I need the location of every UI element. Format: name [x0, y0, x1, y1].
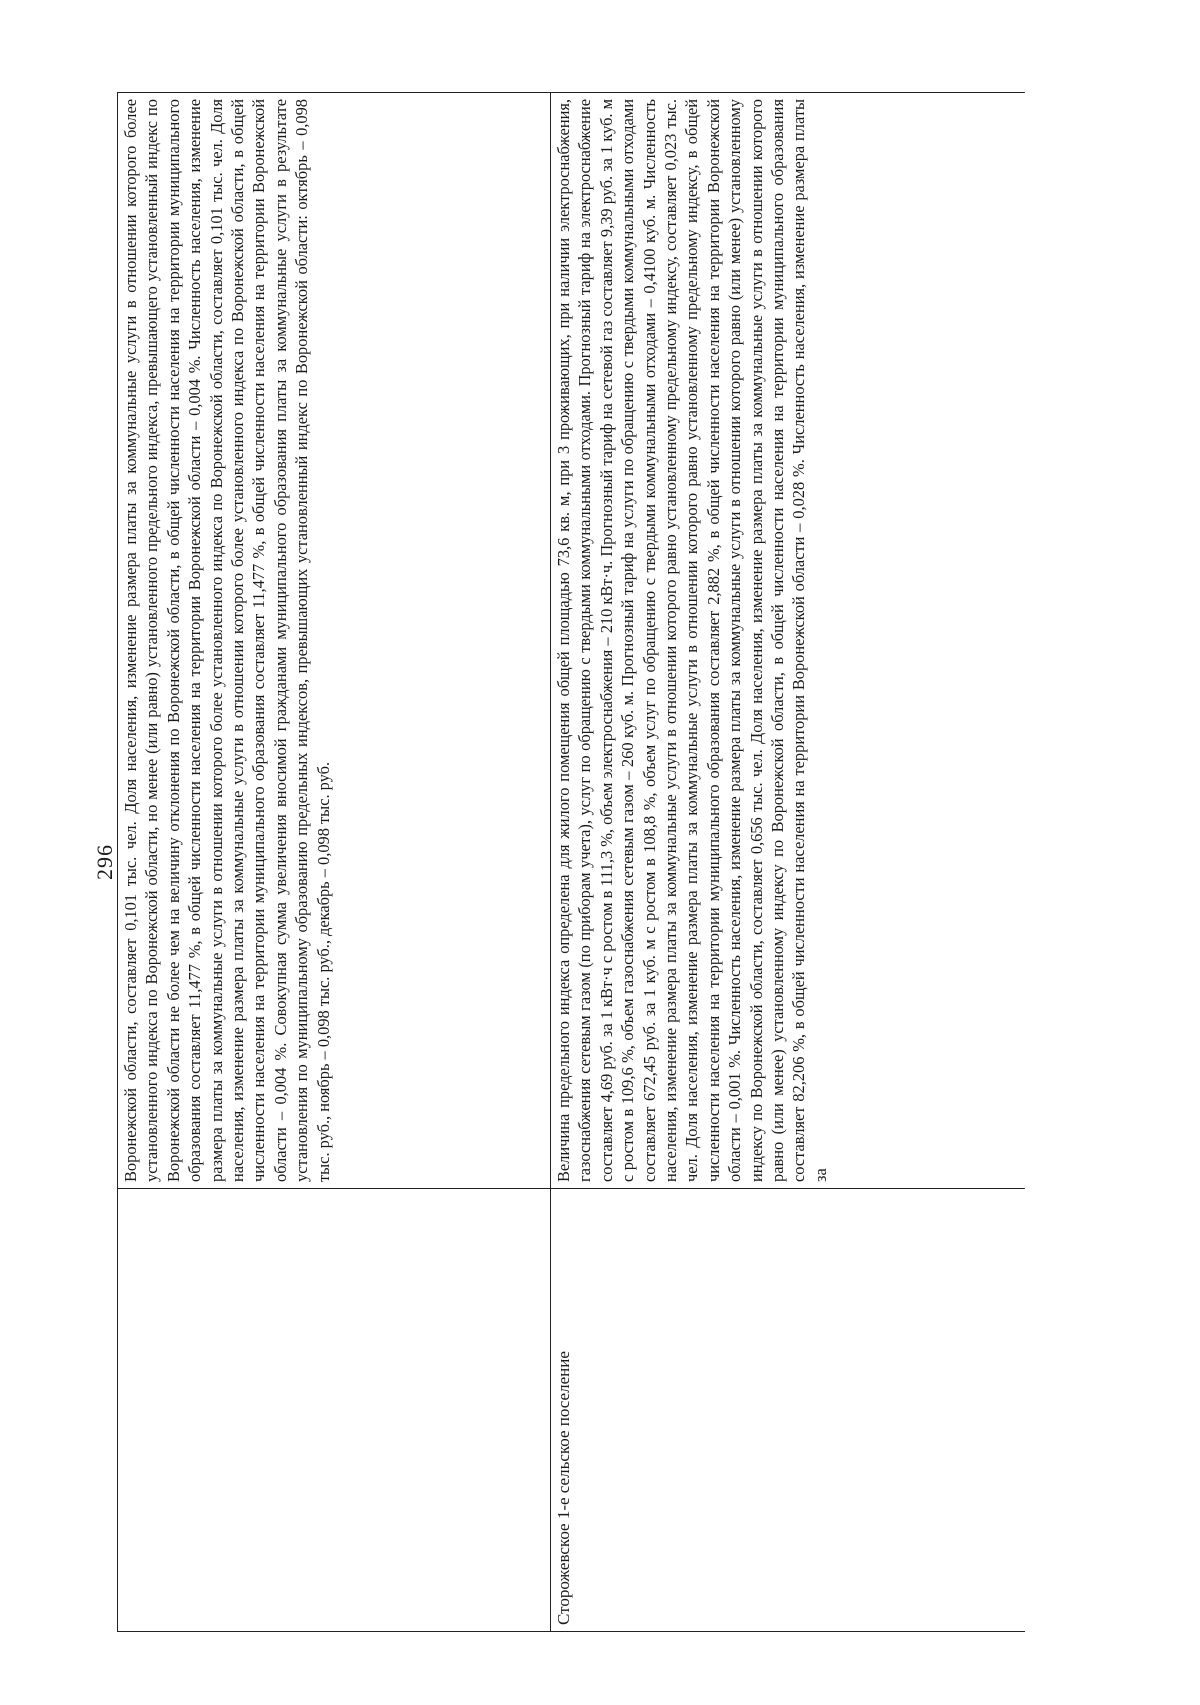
table-row: [118, 93, 551, 1632]
page-number: 296: [92, 844, 117, 880]
document-page: [82, 92, 1082, 1632]
index-description-cell: Воронежской области, составляет 0,101 тыс. чел. Доля населения, изменение размера платы за коммунальные услуги в отношении которого более установленного индекса по Воронежской области, но менее (или равно) установленного предельного индекса, превышающего установленный индекс по Воронежской области не более чем на величину отклонения по Воронежской области, в общей численности населения на территории муниципального образования составляет 11,477 %, в общей численности населения на территории Воронежской области – 0,004 %. Численность населения, изменение размера платы за коммунальные услуги в отношении которого более установленного индекса по Воронежской области, составляет 0,101 тыс. чел. Доля населения, изменение размера платы за коммунальные услуги в отношении которого более установленного индекса по Воронежской области, в общей численности населения на территории муниципального образования составляет 11,477 %, в общей численности населения на территории Воронежской области – 0,004 %. Совокупная сумма увеличения вносимой гражданами муниципального образования платы за коммунальные услуги в результате установления по муниципальному образованию предельных индексов, превышающих установленный индекс по Воронежской области: октябрь – 0,098 тыс. руб., ноябрь – 0,098 тыс. руб., декабрь – 0,098 тыс. руб.: [118, 93, 551, 1189]
index-description-cell: Величина предельного индекса определена для жилого помещения общей площадью 73,6 кв. м, при 3 проживающих, при наличии электроснабжения, газоснабжения сетевым газом (по приборам учета), услуг по обращению с твердыми коммунальными отходами. Прогнозный тариф на электроснабжение составляет 4,69 руб. за 1 кВт·ч с ростом в 111,3 %, объем электроснабжения – 210 кВт·ч. Прогнозный тариф на сетевой газ составляет 9,39 руб. за 1 куб. м с ростом в 109,6 %, объем газоснабжения сетевым газом – 260 куб. м. Прогнозный тариф на услуги по обращению с твердыми коммунальными отходами составляет 672,45 руб. за 1 куб. м с ростом в 108,8 %, объем услуг по обращению с твердыми коммунальными отходами – 0,4100 куб. м. Численность населения, изменение размера платы за коммунальные услуги в отношении которого равно установленному предельному индексу, составляет 0,023 тыс. чел. Доля населения, изменение размера платы за коммунальные услуги в отношении которого равно установленному предельному индексу, в общей численности населения на территории муниципального образования составляет 2,882 %, в общей численности населения на территории Воронежской области – 0,001 %. Численность населения, изменение размера платы за коммунальные услуги в отношении которого равно (или менее) установленному индексу по Воронежской области, составляет 0,656 тыс. чел. Доля населения, изменение размера платы за коммунальные услуги в отношении которого равно (или менее) установленному индексу по Воронежской области, в общей численности населения на территории муниципального образования составляет 82,206 %, в общей численности населения на территории Воронежской области – 0,028 %. Численность населения, изменение размера платы за: [551, 93, 1026, 1189]
municipality-name-cell: Сторожевское 1-е сельское поселение: [551, 1189, 1026, 1632]
tariff-table: [117, 92, 1025, 1632]
municipality-name-cell: [118, 1189, 551, 1632]
table-row: [551, 93, 1026, 1632]
